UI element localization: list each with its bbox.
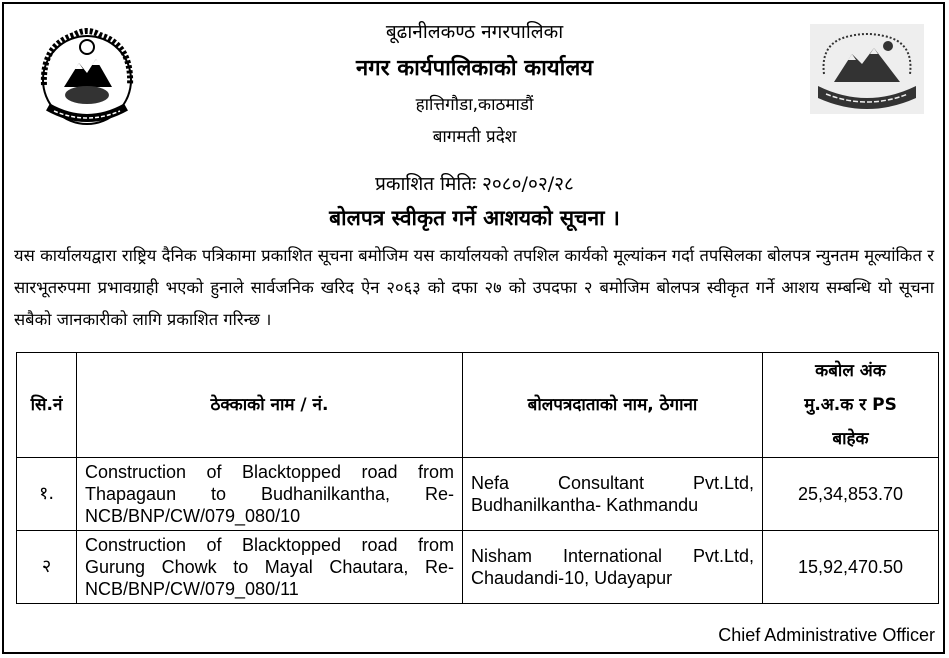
notice-body: यस कार्यालयद्वारा राष्ट्रिय दैनिक पत्रिकामा प्रकाशित सूचना बमोजिम यस कार्यालयको तपशिल कार्यको मूल्यांकन गर्दा तपसिलका बोलपत्र न्युनतम मूल्यांकित र सारभूतरुपमा प्रभावग्राही भएको हुनाले सार्वजनिक खरिद ऐन २०६३ को दफा २७ को उपदफा २ बमोजिम बोलपत्र स्वीकृत गर्ने आशय सम्बन्धि यो सूचना सबैको जानकारीको लागि प्रकाशित गरिन्छ । bbox=[14, 246, 934, 329]
header-amount-line3: बाहेक bbox=[832, 429, 869, 449]
header-amount-line1: कबोल अंक bbox=[815, 361, 886, 381]
header-bidder: बोलपत्रदाताको नाम, ठेगाना bbox=[463, 353, 763, 458]
table-header-row bbox=[17, 353, 939, 458]
row-bidder: Nefa Consultant Pvt.Ltd, Budhanilkantha- Kathmandu bbox=[463, 458, 763, 531]
province-name: बागमती प्रदेश bbox=[432, 127, 517, 147]
published-date: प्रकाशित मितिः २०८०/०२/२८ bbox=[375, 173, 574, 195]
row-contract: Construction of Blacktopped road from Thapagaun to Budhanilkantha, Re-NCB/BNP/CW/079_080/10 bbox=[77, 458, 463, 531]
header-amount-line2: मु.अ.क र PS bbox=[804, 395, 897, 415]
municipality-name: बूढानीलकण्ठ नगरपालिका bbox=[385, 21, 564, 43]
table-row bbox=[17, 531, 939, 604]
header-contract: ठेक्काको नाम / नं. bbox=[77, 353, 463, 458]
notice-title: बोलपत्र स्वीकृत गर्ने आशयको सूचना । bbox=[329, 206, 620, 230]
row-sn: १. bbox=[17, 458, 77, 531]
row-amount: 25,34,853.70 bbox=[763, 458, 939, 531]
office-name: नगर कार्यपालिकाको कार्यालय bbox=[356, 56, 593, 81]
row-sn: २ bbox=[17, 531, 77, 604]
row-contract: Construction of Blacktopped road from Gurung Chowk to Mayal Chautara, Re-NCB/BNP/CW/079_080/11 bbox=[77, 531, 463, 604]
table-row bbox=[17, 458, 939, 531]
row-amount: 15,92,470.50 bbox=[763, 531, 939, 604]
row-bidder: Nisham International Pvt.Ltd, Chaudandi-10, Udayapur bbox=[463, 531, 763, 604]
header-sn: सि.नं bbox=[17, 353, 77, 458]
bid-table bbox=[16, 352, 939, 604]
signature-title: Chief Administrative Officer bbox=[718, 625, 935, 645]
header-amount bbox=[763, 353, 939, 458]
office-address: हात्तिगौडा,काठमाडौं bbox=[415, 95, 534, 115]
